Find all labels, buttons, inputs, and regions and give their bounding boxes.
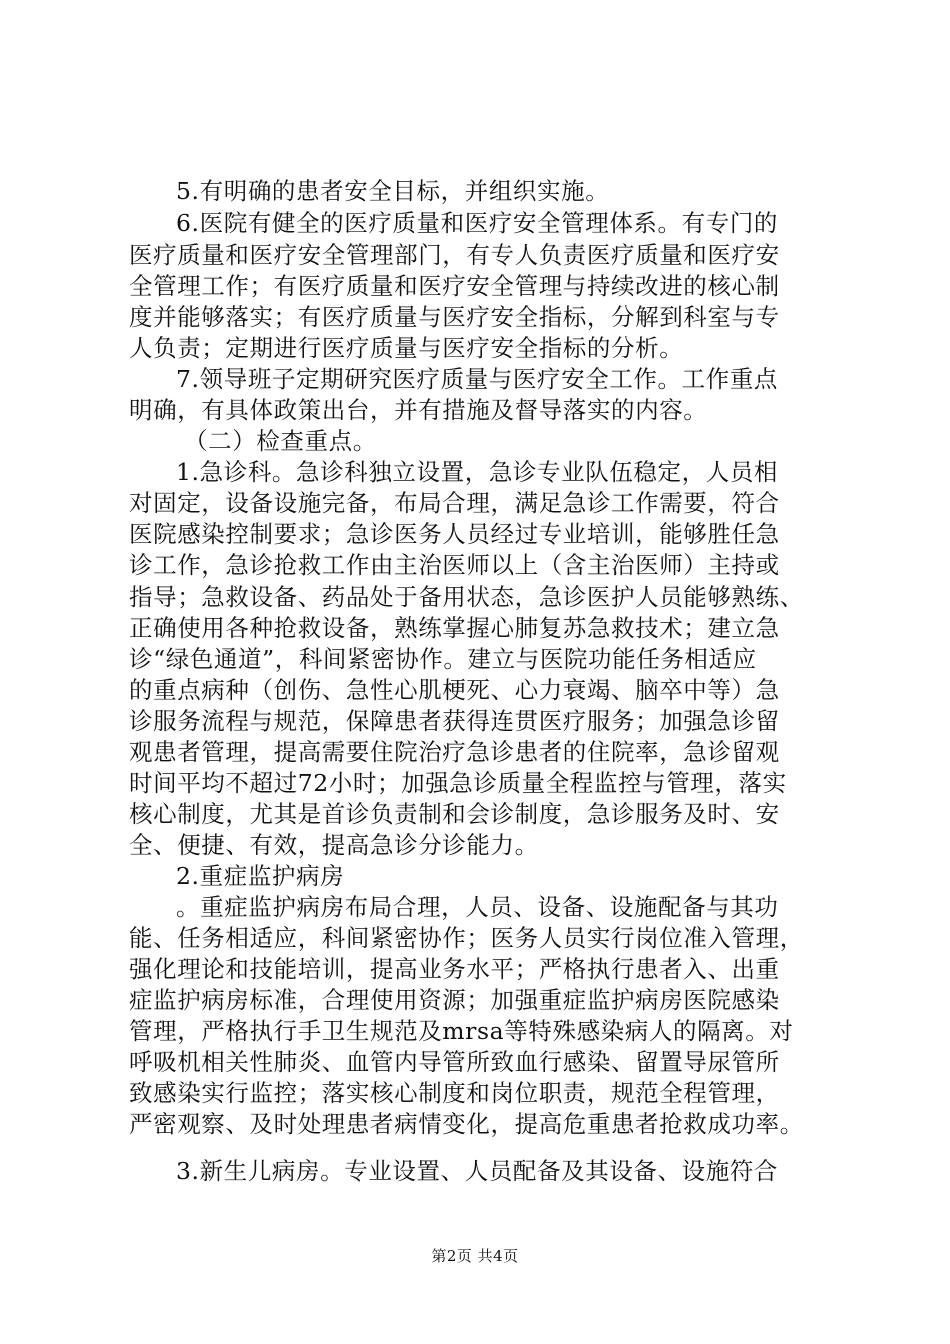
paragraph-line: 人负责；定期进行医疗质量与医疗安全指标的分析。 [129,334,684,362]
paragraph-line: 观患者管理，提高需要住院治疗急诊患者的住院率，急诊留观 [129,738,780,766]
page-number-footer: 第2页 共4页 [431,1247,519,1265]
paragraph-line: 医疗质量和医疗安全管理部门，有专人负责医疗质量和医疗安 [129,241,780,269]
paragraph-line: 2.重症监护病房 [176,862,345,890]
paragraph-line: 的重点病种（创伤、急性心肌梗死、心力衰竭、脑卒中等）急 [129,676,780,704]
paragraph-line: 1.急诊科。急诊科独立设置，急诊专业队伍稳定，人员相 [176,458,779,486]
paragraph-line: 诊“绿色通道”，科间紧密协作。建立与医院功能任务相适应 [129,645,757,673]
paragraph-line: 度并能够落实；有医疗质量与医疗安全指标，分解到科室与专 [129,303,780,331]
paragraph-line: 明确，有具体政策出台，并有措施及督导落实的内容。 [129,396,708,424]
paragraph-line: 呼吸机相关性肺炎、血管内导管所致血行感染、留置导尿管所 [129,1048,780,1076]
paragraph-line: 强化理论和技能培训，提高业务水平；严格执行患者入、出重 [129,955,780,983]
paragraph-line: 时间平均不超过72小时；加强急诊质量全程监控与管理，落实 [129,769,787,797]
paragraph-line: 3.新生儿病房。专业设置、人员配备及其设备、设施符合 [176,1157,779,1185]
paragraph-line: 对固定，设备设施完备，布局合理，满足急诊工作需要，符合 [129,489,780,517]
paragraph-line: 诊工作，急诊抢救工作由主治医师以上（含主治医师）主持或 [129,551,780,579]
paragraph-line: 全、便捷、有效，提高急诊分诊能力。 [129,831,539,859]
paragraph-line: 5.有明确的患者安全目标，并组织实施。 [176,177,610,205]
paragraph-line: 症监护病房标准，合理使用资源；加强重症监护病房医院感染 [129,986,780,1014]
section-heading: （二）检查重点。 [184,427,377,455]
paragraph-line: 能、任务相适应，科间紧密协作；医务人员实行岗位准入管理， [129,924,804,952]
paragraph-line: 医院感染控制要求；急诊医务人员经过专业培训，能够胜任急 [129,520,780,548]
paragraph-line: 7.领导班子定期研究医疗质量与医疗安全工作。工作重点 [176,365,779,393]
paragraph-line: 正确使用各种抢救设备，熟练掌握心肺复苏急救技术；建立急 [129,614,780,642]
paragraph-line: 核心制度，尤其是首诊负责制和会诊制度，急诊服务及时、安 [129,800,780,828]
paragraph-line: 6.医院有健全的医疗质量和医疗安全管理体系。有专门的 [176,209,779,237]
paragraph-line: 管理，严格执行手卫生规范及mrsa等特殊感染病人的隔离。对 [129,1017,794,1045]
paragraph-line: 指导；急救设备、药品处于备用状态，急诊医护人员能够熟练、 [129,583,804,611]
paragraph-line: 致感染实行监控；落实核心制度和岗位职责，规范全程管理， [129,1079,780,1107]
paragraph-line: 。重症监护病房布局合理，人员、设备、设施配备与其功 [176,893,779,921]
paragraph-line: 诊服务流程与规范，保障患者获得连贯医疗服务；加强急诊留 [129,707,780,735]
paragraph-line: 严密观察、及时处理患者病情变化，提高危重患者抢救成功率。 [129,1110,804,1138]
paragraph-line: 全管理工作；有医疗质量和医疗安全管理与持续改进的核心制 [129,272,780,300]
